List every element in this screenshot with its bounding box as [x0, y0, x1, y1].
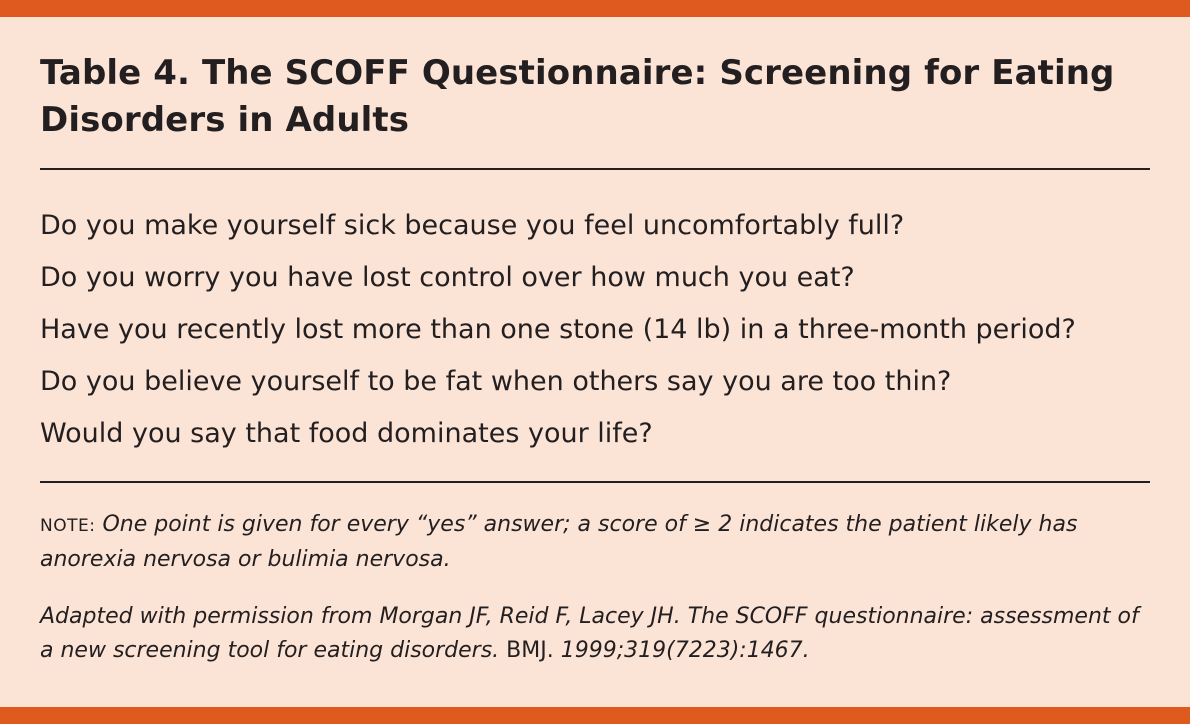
top-accent-bar: [0, 0, 1190, 17]
source-citation: [40, 600, 1152, 668]
question-item: Do you make yourself sick because you feel uncomfortably full?: [40, 210, 905, 241]
citation-journal: BMJ.: [506, 638, 554, 663]
note-text: One point is given for every “yes” answer; a score of ≥ 2 indicates the patient likely has anorexia nervosa or bulimia nervosa.: [40, 512, 1078, 572]
table-note: [40, 508, 1152, 577]
question-item: Do you worry you have lost control over how much you eat?: [40, 262, 855, 293]
question-list: [40, 200, 1150, 460]
bottom-accent-bar: [0, 707, 1190, 724]
question-item: Do you believe yourself to be fat when others say you are too thin?: [40, 366, 952, 397]
table-title: Table 4. The SCOFF Questionnaire: Screening for Eating Disorders in Adults: [40, 53, 1115, 140]
bottom-divider: [40, 481, 1150, 483]
note-label: NOTE:: [40, 516, 96, 536]
citation-text: Adapted with permission from Morgan JF, Reid F, Lacey JH. The SCOFF questionnaire: assessment of a new screening tool for eating disorders.: [40, 604, 1139, 663]
citation-reference: 1999;319(7223):1467.: [560, 638, 810, 663]
top-divider: [40, 168, 1150, 170]
question-item: Have you recently lost more than one stone (14 lb) in a three-month period?: [40, 314, 1076, 345]
question-item: Would you say that food dominates your life?: [40, 418, 653, 449]
